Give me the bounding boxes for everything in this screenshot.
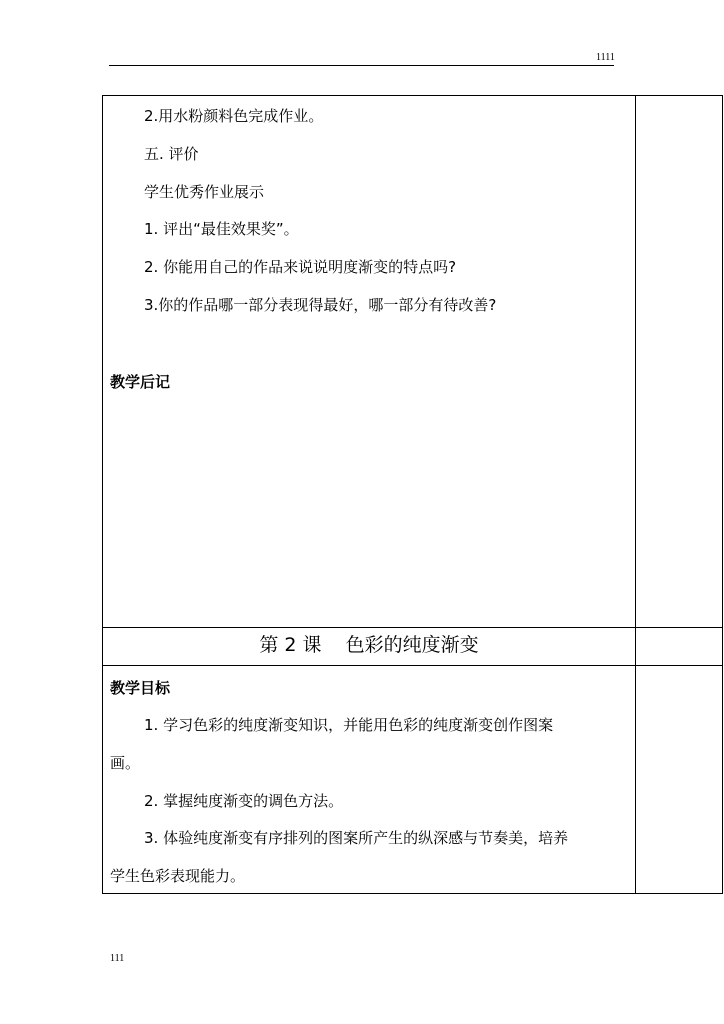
content-line: 1. 评出“最佳效果奖”。 (144, 220, 299, 238)
objective-line: 2. 掌握纯度渐变的调色方法。 (144, 792, 344, 810)
content-line: 2.用水粉颜料色完成作业。 (144, 107, 324, 125)
objective-line: 1. 学习色彩的纯度渐变知识，并能用色彩的纯度渐变创作图案 (144, 716, 554, 734)
footer-page-number: 111 (110, 953, 125, 964)
header-rule (109, 65, 614, 66)
content-line: 3.你的作品哪一部分表现得最好，哪一部分有待改善? (144, 296, 497, 314)
objectives-heading: 教学目标 (110, 679, 171, 697)
objective-line: 画。 (110, 754, 141, 772)
objective-line: 学生色彩表现能力。 (110, 867, 246, 885)
postscript-heading: 教学后记 (110, 373, 171, 391)
lesson-title: 第 2 课 色彩的纯度渐变 (259, 634, 479, 656)
lesson-plan-table (102, 95, 723, 894)
content-line: 2. 你能用自己的作品来说说明度渐变的特点吗? (144, 258, 457, 276)
table-column-divider (635, 96, 636, 893)
table-row-divider-top (103, 627, 722, 628)
table-row-divider-bottom (103, 665, 722, 666)
objective-line: 3. 体验纯度渐变有序排列的图案所产生的纵深感与节奏美，培养 (144, 829, 569, 847)
header-page-number: 1111 (596, 52, 615, 63)
content-line: 学生优秀作业展示 (144, 183, 265, 201)
content-line: 五. 评价 (144, 145, 199, 163)
